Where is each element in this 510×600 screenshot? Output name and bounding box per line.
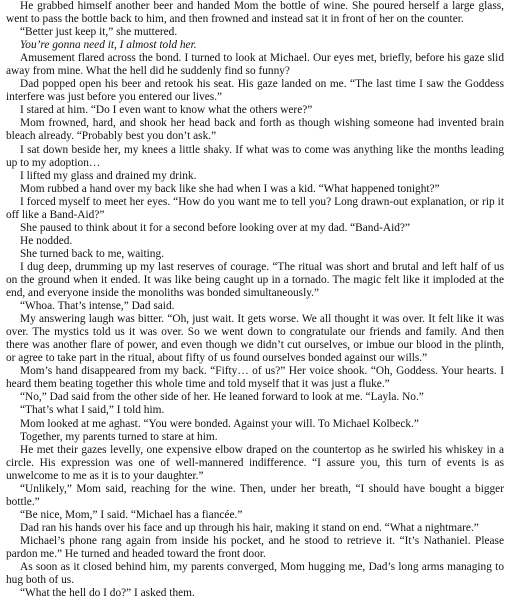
paragraph: “Whoa. That’s intense,” Dad said. [20, 300, 175, 313]
paragraph: I sat down beside her, my knees a little shaky. If what was to come was anything like the months leading up to my adoption… [6, 143, 504, 169]
paragraph: Mom frowned, hard, and shook her head back and forth as though wishing someone had invented brain bleach already. “Probably best you don’t ask.” [6, 117, 504, 143]
paragraph: He nodded. [20, 234, 73, 247]
paragraph: I stared at him. “Do I even want to know what the others were?” [20, 104, 313, 117]
paragraph: “Better just keep it,” she muttered. [20, 26, 178, 39]
paragraph: “No,” Dad said from the other side of her. He leaned forward to look at me. “Layla. No.” [20, 391, 424, 404]
paragraph [6, 39, 504, 52]
paragraph: “Unlikely,” Mom said, reaching for the wine. Then, under her breath, “I should have bought a bigger bottle.” [6, 482, 504, 508]
paragraph: Amusement flared across the bond. I turned to look at Michael. Our eyes met, briefly, before his gaze slid away from mine. What the hell did he suddenly find so funny? [6, 52, 504, 78]
paragraph: I lifted my glass and drained my drink. [20, 169, 197, 182]
paragraph: As soon as it closed behind him, my parents converged, Mom hugging me, Dad’s long arms managing to hug both of us. [6, 561, 504, 587]
paragraph: He met their gazes levelly, one expensive elbow draped on the countertop as he swirled his whiskey in a circle. His expression was one of well-mannered indifference. “I assure you, this turn of events is as unwelcome to me as it is to your daughter.” [6, 443, 504, 482]
paragraph: “That’s what I said,” I told him. [20, 404, 165, 417]
italic-thought: You’re gonna need it, I almost told her. [20, 39, 197, 52]
paragraph: Michael’s phone rang again from inside his pocket, and he stood to retrieve it. “It’s Nathaniel. Please pardon me.” He turned and headed toward the front door. [6, 534, 504, 560]
paragraph: Together, my parents turned to stare at him. [20, 430, 218, 443]
paragraph: I dug deep, drumming up my last reserves of courage. “The ritual was short and brutal and left half of us on the ground when it ended. It was like being caught up in a tornado. The magic felt like it imploded at the end, and everyone inside the monoliths was bonded simultaneously.” [6, 260, 504, 300]
paragraph: Dad popped open his beer and retook his seat. His gaze landed on me. “The last time I saw the Goddess interfere was just before you entered our lives.” [6, 78, 504, 104]
paragraph: Mom’s hand disappeared from my back. “Fifty… of us?” Her voice shook. “Oh, Goddess. Your hearts. I heard them beating together this whole time and told myself that it was just a fluke.” [6, 365, 504, 391]
paragraph: I forced myself to meet her eyes. “How do you want me to tell you? Long drawn-out explanation, or rip it off like a Band-Aid?” [6, 195, 504, 221]
paragraph: “Be nice, Mom,” I said. “Michael has a fiancée.” [20, 508, 243, 521]
paragraph: My answering laugh was bitter. “Oh, just wait. It gets worse. We all thought it was over. It felt like it was over. The mystics told us it was over. So we went down to congratulate our friends and family. And then there was another flare of power, and even though we didn’t cut ourselves, or imbue our blood in the plinth, or agree to take part in the ritual, about fifty of us found ourselves bonded against our wills.” [6, 313, 504, 365]
paragraph: She turned back to me, waiting. [20, 247, 164, 260]
paragraph: Dad ran his hands over his face and up through his hair, making it stand on end. “What a nightmare.” [20, 521, 479, 534]
paragraph: Mom looked at me aghast. “You were bonded. Against your will. To Michael Kolbeck.” [20, 417, 419, 430]
paragraph: She paused to think about it for a second before looking over at my dad. “Band-Aid?” [20, 221, 410, 234]
paragraph: He grabbed himself another beer and handed Mom the bottle of wine. She poured herself a large glass, went to pass the bottle back to him, and then frowned and instead sat it in front of her on the counter. [6, 0, 504, 26]
paragraph: Mom rubbed a hand over my back like she had when I was a kid. “What happened tonight?” [20, 182, 440, 195]
paragraph: “What the hell do I do?” I asked them. [20, 587, 195, 600]
